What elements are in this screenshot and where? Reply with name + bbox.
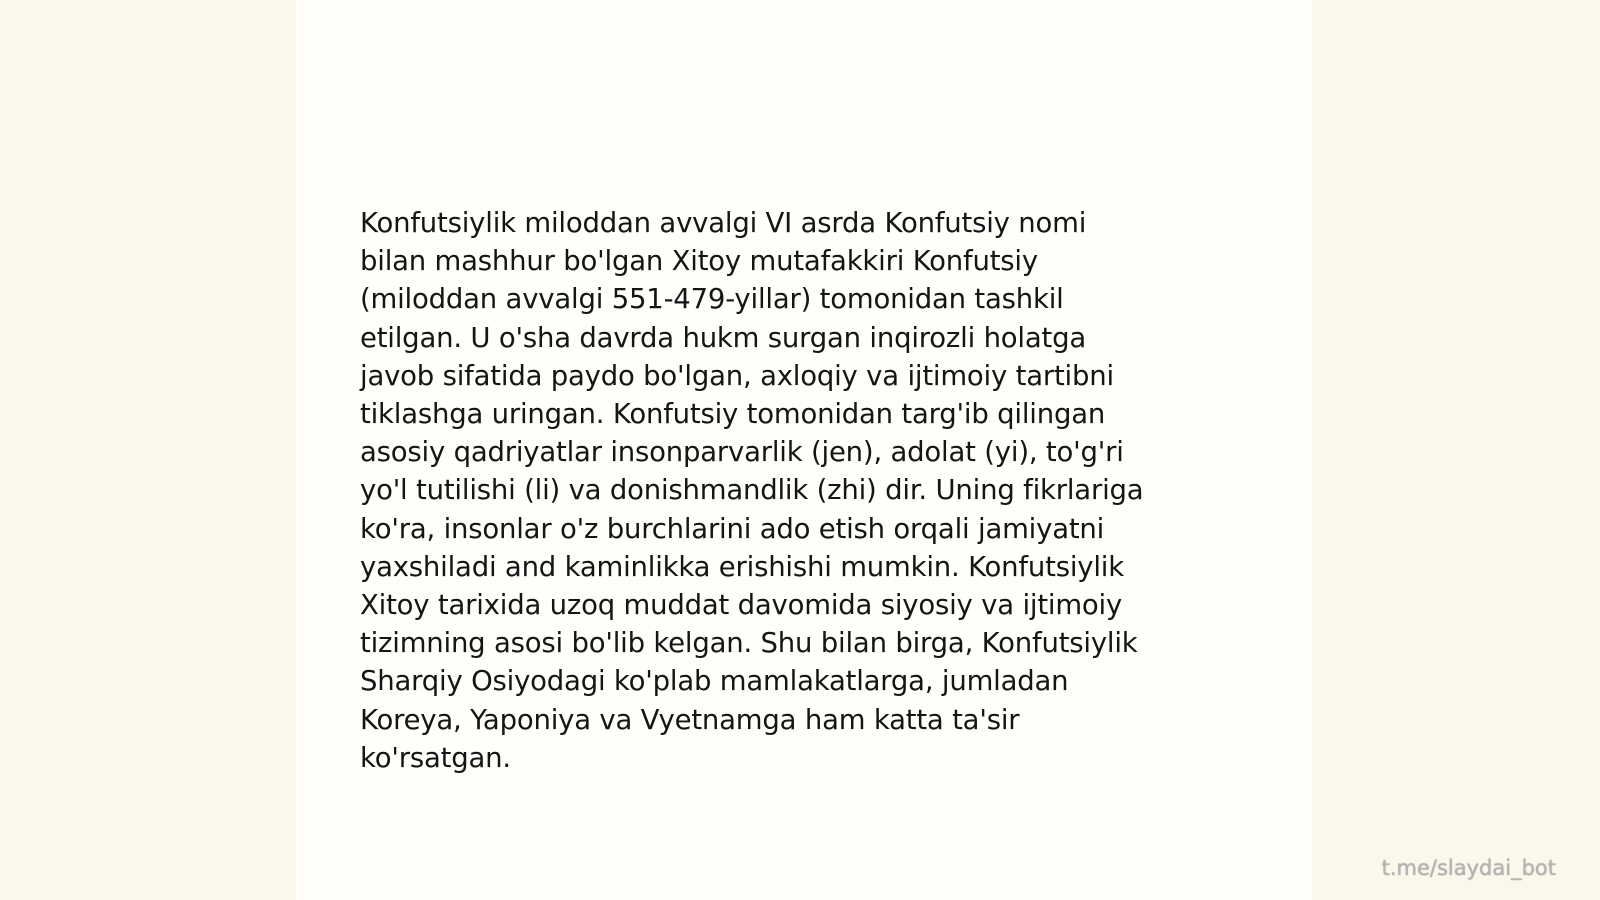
slide-body-text: Konfutsiylik miloddan avvalgi VI asrda Konfutsiy nomi bilan mashhur bo'lgan Xitoy mutafakkiri Konfutsiy (miloddan avvalgi 551-479-yillar) tomonidan tashkil etilgan. U o'sha davrda hukm surgan inqirozli holatga javob sifatida paydo bo'lgan, axloqiy va ijtimoiy tartibni tiklashga uringan. Konfutsiy tomonidan targ'ib qilingan asosiy qadriyatlar insonparvarlik (jen), adolat (yi), to'g'ri yo'l tutilishi (li) va donishmandlik (zhi) dir. Uning fikrlariga ko'ra, insonlar o'z burchlarini ado etish orqali jamiyatni yaxshiladi and kaminlikka erishishi mumkin. Konfutsiylik Xitoy tarixida uzoq muddat davomida siyosiy va ijtimoiy tizimning asosi bo'lib kelgan. Shu bilan birga, Konfutsiylik Sharqiy Osiyodagi ko'plab mamlakatlarga, jumladan Koreya, Yaponiya va Vyetnamga ham katta ta'sir ko'rsatgan. (360, 207, 1144, 774)
watermark-text: t.me/slaydai_bot (1381, 856, 1556, 880)
slide-canvas (296, 0, 1312, 900)
